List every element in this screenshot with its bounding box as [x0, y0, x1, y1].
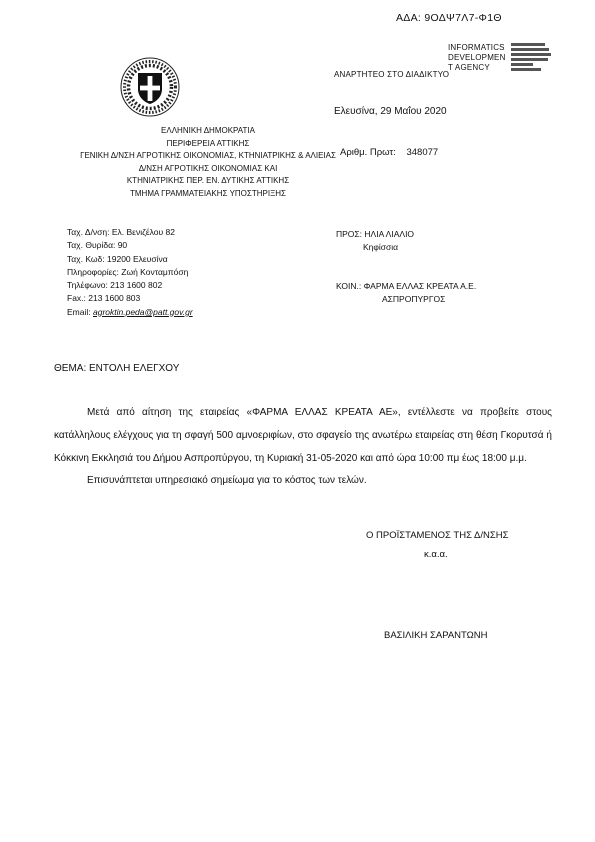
agency-stamp-line: INFORMATICS: [448, 43, 505, 52]
issuing-authority-header: [60, 125, 356, 200]
email-link[interactable]: agroktin.peda@patt.gov.gr: [92, 306, 193, 317]
header-line: ΓΕΝΙΚΗ Δ/ΝΣΗ ΑΓΡΟΤΙΚΗΣ ΟΙΚΟΝΟΜΙΑΣ, ΚΤΗΝΙΑΤΡΙΚΗΣ & ΑΛΙΕΙΑΣ: [80, 151, 336, 160]
contact-details: [67, 226, 193, 319]
header-line: ΠΕΡΙΦΕΡΕΙΑ ΑΤΤΙΚΗΣ: [166, 138, 250, 148]
recipient-block: [336, 228, 414, 253]
digital-signature-mark: [511, 43, 551, 75]
cc-label: ΚΟΙΝ.:: [336, 281, 364, 291]
body-paragraph: Μετά από αίτηση της εταιρείας «ΦΑΡΜΑ ΕΛΛΑΣ ΚΡΕΑΤΑ ΑΕ», εντέλλεστε να προβείτε στους κατάλληλους ελέγχους για τη σφαγή 500 αμνοεριφίων, στο σφαγείο της ανωτέρω εταιρείας στη θέση Γκορυτσά ή Κόκκινη Εκκλησιά του Δήμου Ασπροπύργου, τη Κυριακή 31-05-2020 και από ώρα 10:00 πμ έως 18:00 μ.μ.: [54, 407, 552, 464]
contact-email-row: [67, 306, 193, 319]
posted-online-label: ΑΝΑΡΤΗΤΕΟ ΣΤΟ ΔΙΑΔΙΚΤΥΟ: [334, 70, 450, 79]
contact-postal-code: Ταχ. Κωδ: 19200 Ελευσίνα: [67, 253, 168, 264]
cc-block: [336, 280, 476, 305]
contact-info-person: Πληροφορίες: Ζωή Κονταμπόση: [67, 266, 189, 277]
agency-stamp-line: T AGENCY: [448, 63, 490, 72]
agency-stamp-line: DEVELOPMEN: [448, 53, 506, 62]
letter-body: [54, 401, 552, 492]
header-line: ΤΜΗΜΑ ΓΡΑΜΜΑΤΕΙΑΚΗΣ ΥΠΟΣΤΗΡΙΞΗΣ: [129, 188, 286, 198]
agency-stamp: [448, 43, 506, 73]
contact-phone: Τηλέφωνο: 213 1600 802: [67, 280, 163, 291]
contact-address: Ταχ. Δ/νση: Ελ. Βενιζέλου 82: [67, 227, 175, 237]
header-line: ΕΛΛΗΝΙΚΗ ΔΗΜΟΚΡΑΤΙΑ: [161, 126, 255, 135]
signatory-name: ΒΑΣΙΛΙΚΗ ΣΑΡΑΝΤΩΝΗ: [384, 630, 488, 641]
protocol-label: Αριθμ. Πρωτ:: [340, 147, 396, 158]
header-line: Δ/ΝΣΗ ΑΓΡΟΤΙΚΗΣ ΟΙΚΟΝΟΜΙΑΣ ΚΑΙ: [138, 163, 278, 173]
recipient-location: Κηφίσσια: [363, 241, 399, 252]
cc-name: ΦΑΡΜΑ ΕΛΛΑΣ ΚΡΕΑΤΑ Α.Ε.: [363, 281, 477, 291]
recipient-label: ΠΡΟΣ:: [336, 229, 365, 239]
greek-emblem-icon: [119, 56, 181, 118]
email-label: Email:: [67, 306, 93, 317]
protocol-number: [340, 147, 438, 158]
cc-location: ΑΣΠΡΟΠΥΡΓΟΣ: [382, 293, 446, 304]
header-line: ΚΤΗΝΙΑΤΡΙΚΗΣ ΠΕΡ. ΕΝ. ΔΥΤΙΚΗΣ ΑΤΤΙΚΗΣ: [126, 176, 290, 185]
signatory-title: Ο ΠΡΟΪΣΤΑΜΕΝΟΣ ΤΗΣ Δ/ΝΣΗΣ: [366, 530, 509, 541]
signatory-kaa: κ.α.α.: [424, 549, 448, 560]
protocol-value: 348077: [406, 147, 439, 158]
place-date: Ελευσίνα, 29 Μαΐου 2020: [334, 106, 447, 117]
ada-code: ΑΔΑ: 9ΟΔΨ7Λ7-Φ1Θ: [396, 12, 502, 24]
contact-fax: Fax.: 213 1600 803: [67, 293, 141, 304]
contact-po-box: Ταχ. Θυρίδα: 90: [67, 240, 128, 251]
subject-line: ΘΕΜΑ: ΕΝΤΟΛΗ ΕΛΕΓΧΟΥ: [54, 363, 180, 374]
recipient-name: ΗΛΙΑ ΛΙΑΛΙΟ: [364, 229, 415, 239]
body-paragraph: Επισυνάπτεται υπηρεσιακό σημείωμα για το κόστος των τελών.: [87, 475, 367, 486]
